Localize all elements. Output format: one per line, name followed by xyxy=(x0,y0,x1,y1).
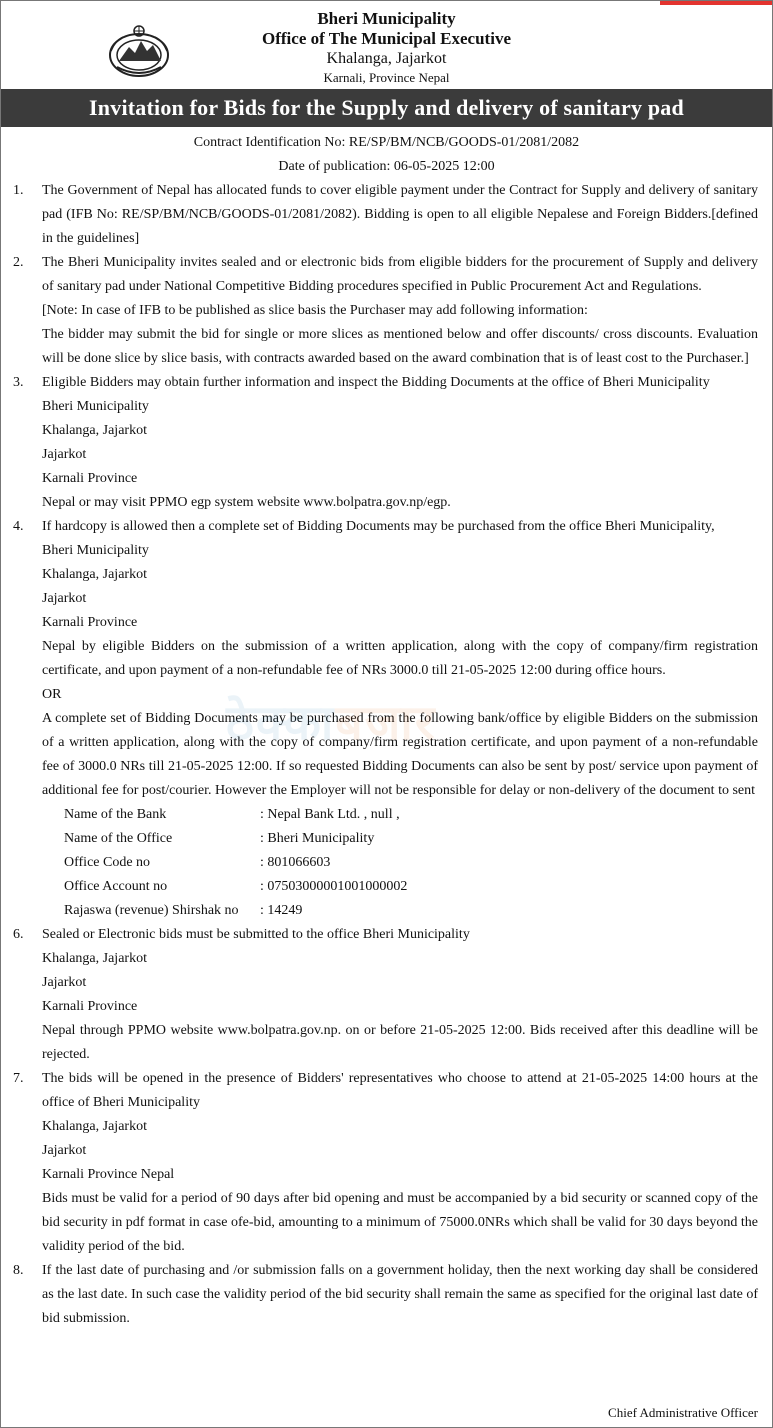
clause-text: If hardcopy is allowed then a complete set of Bidding Documents may be purchased from the office Bheri Municipality, xyxy=(42,519,715,534)
bank-detail-value: : 801066603 xyxy=(260,855,331,870)
clause-text: Nepal through PPMO website www.bolpatra.gov.np. on or before 21-05-2025 12:00. Bids received after this deadline will be rejected. xyxy=(42,1023,758,1062)
bank-details xyxy=(64,803,758,923)
clause-item xyxy=(13,1067,758,1259)
bank-detail-row xyxy=(64,875,758,899)
clause-text: The Bheri Municipality invites sealed and or electronic bids from eligible bidders for the procurement of Supply and delivery of sanitary pad under National Competitive Bidding procedures specified in Public Procurement Act and Regulations. xyxy=(42,255,758,294)
contract-id: Contract Identification No: RE/SP/BM/NCB/GOODS-01/2081/2082 xyxy=(193,135,580,150)
address-line: Jajarkot xyxy=(42,591,87,606)
address-line: Khalanga, Jajarkot xyxy=(42,423,147,438)
clause-text: The bids will be opened in the presence of Bidders' representatives who choose to attend at 21-05-2025 14:00 hours at the office of Bheri Municipality xyxy=(42,1071,758,1110)
address-line: Jajarkot xyxy=(42,975,87,990)
bank-detail-row xyxy=(64,803,758,827)
clause-text: Bids must be valid for a period of 90 days after bid opening and must be accompanied by a bid security or scanned copy of the bid security in pdf format in case ofe-bid, amounting to a minimum of 75000.0NRs which shall be valid for 30 days beyond the validity period of the bid. xyxy=(42,1191,758,1254)
address-line: Karnali Province xyxy=(42,999,138,1014)
address-line: Jajarkot xyxy=(42,447,87,462)
clause-number: 3. xyxy=(13,375,24,390)
office-name: Office of The Municipal Executive xyxy=(262,29,511,48)
notice-body xyxy=(1,179,772,1331)
bank-detail-value: : Nepal Bank Ltd. , null , xyxy=(260,807,400,822)
address-line: Karnali Province xyxy=(42,471,138,486)
address-line: Khalanga, Jajarkot xyxy=(42,1119,147,1134)
clause-number: 4. xyxy=(13,519,24,534)
watermark-part-1: ठेक्का xyxy=(226,697,336,750)
bank-detail-label: Rajaswa (revenue) Shirshak no xyxy=(64,903,239,918)
notice-meta xyxy=(1,131,772,179)
letterhead xyxy=(1,1,772,89)
org-name: Bheri Municipality xyxy=(317,9,456,28)
office-location: Khalanga, Jajarkot xyxy=(326,50,447,67)
clause-note: [Note: In case of IFB to be published as slice basis the Purchaser may add following information: xyxy=(42,303,588,318)
address-line: Khalanga, Jajarkot xyxy=(42,567,147,582)
watermark-part-2: बजार xyxy=(335,697,437,750)
clause-number: 1. xyxy=(13,183,24,198)
bank-detail-row xyxy=(64,851,758,875)
clause-item xyxy=(13,923,758,1067)
bank-detail-label: Name of the Office xyxy=(64,831,173,846)
bank-detail-label: Office Code no xyxy=(64,855,151,870)
address-line: Khalanga, Jajarkot xyxy=(42,951,147,966)
clause-item xyxy=(13,1259,758,1331)
clause-text: A complete set of Bidding Documents may be purchased from the following bank/office by eligible Bidders on the submission of a written application, along with the copy of company/firm registration certificate, and upon payment of a non-refundable fee of 3000.0 NRs till 21-05-2025 12:00. If so requested Bidding Documents can also be sent by post/ service upon payment of additional fee for post/courier. However the Employer will not be responsible for delay or non-delivery of the document to sent xyxy=(42,711,758,798)
government-emblem-icon xyxy=(105,21,173,79)
bank-detail-label: Office Account no xyxy=(64,879,168,894)
clause-text: Eligible Bidders may obtain further information and inspect the Bidding Documents at the office of Bheri Municipality xyxy=(42,375,710,390)
clause-number: 2. xyxy=(13,255,24,270)
bank-detail-value: : Bheri Municipality xyxy=(260,831,375,846)
clause-text: Nepal or may visit PPMO egp system website www.bolpatra.gov.np/egp. xyxy=(42,495,451,510)
signature-title: Chief Administrative Officer xyxy=(608,1405,758,1420)
clause-text: Nepal by eligible Bidders on the submission of a written application, along with the copy of company/firm registration certificate, and upon payment of a non-refundable fee of NRs 3000.0 till 21-05-2025 12:00 during office hours. xyxy=(42,639,758,678)
clause-number: 8. xyxy=(13,1263,24,1278)
address-line: Jajarkot xyxy=(42,1143,87,1158)
clause-item xyxy=(13,251,758,371)
clause-item xyxy=(13,515,758,923)
bank-detail-label: Name of the Bank xyxy=(64,807,167,822)
clause-item xyxy=(13,179,758,251)
clause-number: 7. xyxy=(13,1071,24,1086)
publication-date: Date of publication: 06-05-2025 12:00 xyxy=(278,159,495,174)
bank-detail-row xyxy=(64,899,758,923)
bank-detail-value: : 07503000001001000002 xyxy=(260,879,408,894)
bank-detail-row xyxy=(64,827,758,851)
notice-title-banner: Invitation for Bids for the Supply and delivery of sanitary pad xyxy=(1,89,772,127)
or-separator: OR xyxy=(42,687,62,702)
clause-note: The bidder may submit the bid for single or more slices as mentioned below and offer discounts/ cross discounts. Evaluation will be done slice by slice basis, with contracts awarded based on the award combination that is of least cost to the Purchaser.] xyxy=(42,327,758,366)
clause-number: 6. xyxy=(13,927,24,942)
clause-text: If the last date of purchasing and /or submission falls on a government holiday, then the next working day shall be considered as the last date. In such case the validity period of the bid security shall remain the same as specified for the original last date of bid submission. xyxy=(42,1263,758,1326)
office-province: Karnali, Province Nepal xyxy=(323,70,450,85)
clause-item xyxy=(13,371,758,515)
address-line: Bheri Municipality xyxy=(42,399,149,414)
bank-detail-value: : 14249 xyxy=(260,903,303,918)
address-line: Bheri Municipality xyxy=(42,543,149,558)
clause-text: Sealed or Electronic bids must be submitted to the office Bheri Municipality xyxy=(42,927,470,942)
address-line: Karnali Province Nepal xyxy=(42,1167,175,1182)
clause-text: The Government of Nepal has allocated funds to cover eligible payment under the Contract for Supply and delivery of sanitary pad (IFB No: RE/SP/BM/NCB/GOODS-01/2081/2082). Bidding is open to all eligible Nepalese and Foreign Bidders.[defined in the guidelines] xyxy=(42,183,758,246)
address-line: Karnali Province xyxy=(42,615,138,630)
